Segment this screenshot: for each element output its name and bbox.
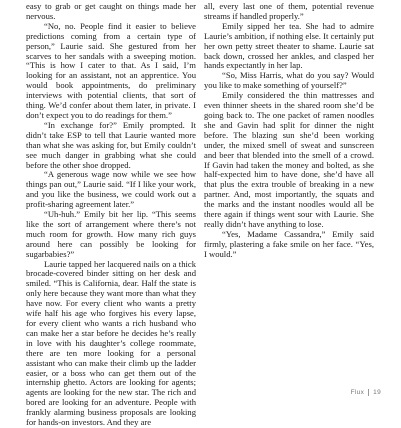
paragraph: “A generous wage now while we see how things pan out,” Laurie said. “If I like your work, and you like the business, we could work out a profit-sharing agreement later.”	[26, 169, 196, 210]
paragraph: Laurie tapped her lacquered nails on a thick brocade-covered binder sitting on her desk and smiled. “This is California, dear. Half the state is only here because they want more than what they have now. For every client who wants a pretty wife half his age who forgives his every lapse, for every client who wants a rich husband who can make her a star before he decides he’s really in love with his daughter’s college roommate, there are ten more looking for a personal assistant who can make their climb up the ladder easier, or a boss who can get them out of the internship ghetto. Actors are looking for agents; agents are looking for the new star. The rich and bored are looking for an adventure. People with frankly alarming business proposals are looking for hands-on investors. And they are	[26, 258, 196, 428]
paragraph: Emily sipped her tea. She had to admire Laurie’s ambition, if nothing else. It certainly put her own petty street theater to shame. Laurie sat back down, crossed her ankles, and clasped her hands expectantly in her lap.	[204, 20, 374, 71]
paragraph: all, every last one of them, potential revenue streams if handled properly.”	[204, 1, 374, 21]
right-text-column	[204, 2, 374, 260]
footer-divider	[368, 389, 369, 396]
paragraph: Emily considered the thin mattresses and even thinner sheets in the shared room she’d be going back to. The one packet of ramen noodles she and Gavin had split for dinner the night before. The blazing sun she’d been working under, the mixed smell of sweat and sunscreen and beer that blended into the smell of a crowd. If Gavin had taken the money and bolted, as she half-expected him to have done, she’d have all that plus the extra trouble of breaking in a new partner. And, most importantly, the squats and the marks and the instant noodles would all be there again if things went sour with Laurie. She really didn’t have anything to lose.	[204, 90, 374, 229]
page-footer	[351, 389, 381, 396]
paragraph: “No, no. People find it easier to believe predictions coming from a certain type of person,” Laurie said. She gestured from her scarves to her sandals with a sweeping motion. “This is how I cater to that. As I said, I’m looking for an assistant, not an apprentice. You would book appointments, do preliminary interviews with potential clients, that sort of thing. We’d confer about them later, in private. I don’t expect you to do readings for them.”	[26, 20, 196, 120]
publication-label: Flux	[350, 389, 365, 396]
paragraph: easy to grab or get caught on things made her nervous.	[26, 1, 196, 21]
left-text-column	[26, 2, 196, 428]
paragraph: “Yes, Madame Cassandra,” Emily said firmly, plastering a fake smile on her face. “Yes, I would.”	[204, 228, 374, 259]
paragraph: “Uh-huh.” Emily bit her lip. “This seems like the sort of arrangement where there’s not much room for growth. How many rich guys around here can possibly be looking for sugarbabies?”	[26, 209, 196, 259]
paragraph: “In exchange for?” Emily prompted. It didn’t take ESP to tell that Laurie wanted more than what she was asking for, but Emily couldn’t see much danger in grabbing what she could before the other shoe dropped.	[26, 119, 196, 170]
paragraph: “So, Miss Harris, what do you say? Would you like to make something of yourself?”	[204, 70, 374, 91]
page-number: 19	[373, 389, 381, 396]
